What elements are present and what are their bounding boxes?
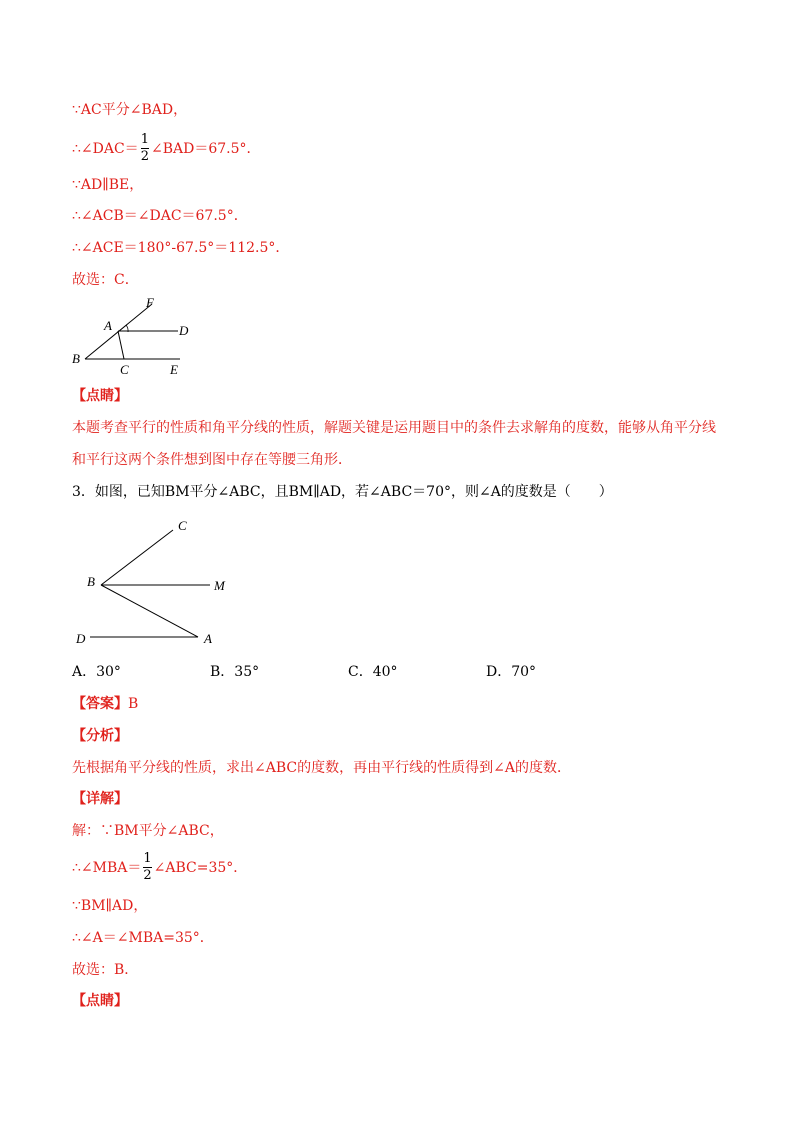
label-B: B: [72, 351, 80, 366]
detail-line-3: ∵BM∥AD，: [72, 898, 148, 914]
detail-line-5: 故选：B．: [72, 962, 139, 978]
solution-line-2-suffix: ∠BAD＝67.5°．: [150, 141, 261, 157]
solution-line-5: ∴∠ACE＝180°-67.5°＝112.5°．: [72, 240, 290, 256]
label-F: F: [146, 295, 154, 310]
option-d[interactable]: D．70°: [486, 664, 537, 680]
analysis-heading: 【分析】: [72, 728, 128, 744]
label-B2: B: [87, 574, 95, 589]
label-C2: C: [178, 518, 187, 533]
figure-1-geometry: [60, 290, 210, 382]
fraction-numerator: 1: [140, 131, 149, 147]
label-M: M: [214, 578, 225, 593]
figure-2-geometry: [70, 512, 250, 652]
label-E: E: [170, 362, 178, 377]
label-C: C: [120, 362, 129, 377]
fraction-half-2: [143, 852, 151, 883]
detail-heading: 【详解】: [72, 791, 128, 807]
dianjing-heading-2: 【点睛】: [72, 993, 128, 1009]
label-A2: A: [204, 631, 212, 646]
answer-heading: 【答案】: [72, 696, 128, 712]
question-3-stem: 3．如图，已知BM平分∠ABC，且BM∥AD，若∠ABC＝70°，则∠A的度数是（ ）: [72, 484, 613, 500]
dianjing-heading-1: 【点睛】: [72, 388, 128, 404]
fraction-numerator-2: 1: [143, 850, 152, 866]
label-A: A: [104, 318, 112, 333]
fraction-denominator-2: 2: [143, 867, 152, 883]
solution-line-2: [72, 131, 261, 167]
option-a[interactable]: A．30°: [72, 664, 121, 680]
option-c[interactable]: C．40°: [348, 664, 398, 680]
detail-line-2: [72, 850, 247, 886]
answer-line: [72, 695, 138, 713]
solution-line-4: ∴∠ACB＝∠DAC＝67.5°．: [72, 208, 248, 224]
detail-line-2-prefix: ∴∠MBA＝: [72, 860, 142, 876]
analysis-text: 先根据角平分线的性质，求出∠ABC的度数，再由平行线的性质得到∠A的度数．: [72, 760, 571, 776]
solution-line-6: 故选：C．: [72, 272, 139, 288]
detail-line-2-suffix: ∠ABC=35°．: [153, 860, 248, 876]
fraction-half: [141, 133, 149, 164]
label-D2: D: [76, 631, 86, 646]
detail-line-1: 解：∵BM平分∠ABC，: [72, 823, 224, 839]
fraction-denominator: 2: [140, 148, 149, 164]
dianjing-text-1: 本题考查平行的性质和角平分线的性质，解题关键是运用题目中的条件去求解角的度数，能够从角平分线和平行这两个条件想到图中存在等腰三角形．: [72, 420, 716, 468]
label-D: D: [179, 323, 189, 338]
solution-line-2-prefix: ∴∠DAC＝: [72, 141, 139, 157]
detail-line-4: ∴∠A＝∠MBA=35°．: [72, 930, 214, 946]
option-b[interactable]: B．35°: [210, 664, 260, 680]
solution-line-3: ∵AD∥BE，: [72, 177, 144, 193]
answer-value: B: [128, 696, 139, 712]
solution-line-1: ∵AC平分∠BAD，: [72, 102, 188, 118]
